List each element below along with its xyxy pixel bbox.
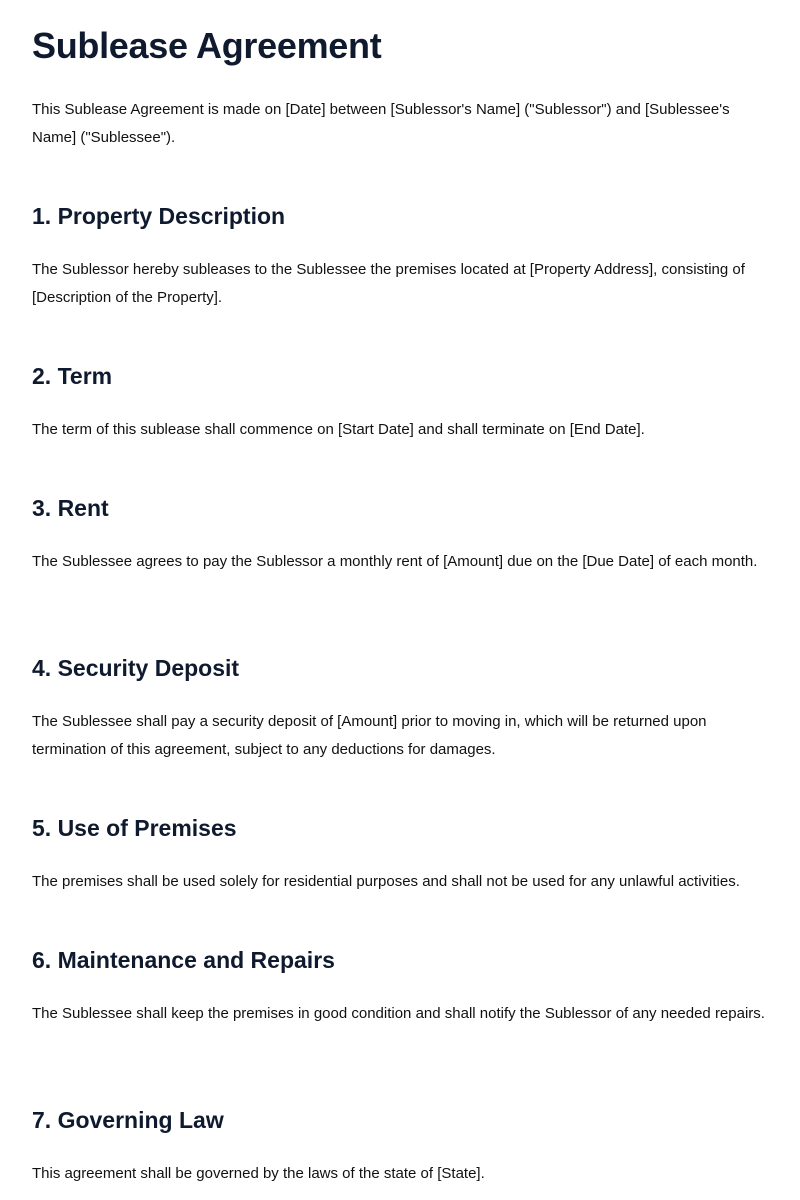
section-body-use-of-premises: The premises shall be used solely for residential purposes and shall not be used for any unlawful activities. [32, 873, 740, 890]
document-title: Sublease Agreement [32, 25, 382, 66]
section-body-term: The term of this sublease shall commence on [Start Date] and shall terminate on [End Date]. [32, 421, 645, 438]
section-body-rent: The Sublessee agrees to pay the Sublessor a monthly rent of [Amount] due on the [Due Date] of each month. [32, 553, 758, 570]
section-heading-governing-law: 7. Governing Law [32, 1107, 224, 1133]
section-heading-maintenance-and-repairs: 6. Maintenance and Repairs [32, 947, 335, 973]
section-heading-security-deposit: 4. Security Deposit [32, 655, 240, 681]
section-body-governing-law: This agreement shall be governed by the laws of the state of [State]. [32, 1165, 485, 1182]
section-heading-property-description: 1. Property Description [32, 203, 286, 229]
section-heading-term: 2. Term [32, 363, 113, 389]
intro-paragraph: This Sublease Agreement is made on [Date] between [Sublessor's Name] ("Sublessor") and [Sublessee's Name] ("Sublessee"). [32, 101, 730, 146]
section-body-security-deposit: The Sublessee shall pay a security deposit of [Amount] prior to moving in, which will be returned upon termination of this agreement, subject to any deductions for damages. [32, 713, 707, 758]
section-heading-rent: 3. Rent [32, 495, 109, 521]
section-body-property-description: The Sublessor hereby subleases to the Sublessee the premises located at [Property Address], consisting of [Description of the Property]. [32, 261, 745, 306]
section-heading-use-of-premises: 5. Use of Premises [32, 815, 237, 841]
section-body-maintenance-and-repairs: The Sublessee shall keep the premises in good condition and shall notify the Sublessor of any needed repairs. [32, 1005, 765, 1022]
